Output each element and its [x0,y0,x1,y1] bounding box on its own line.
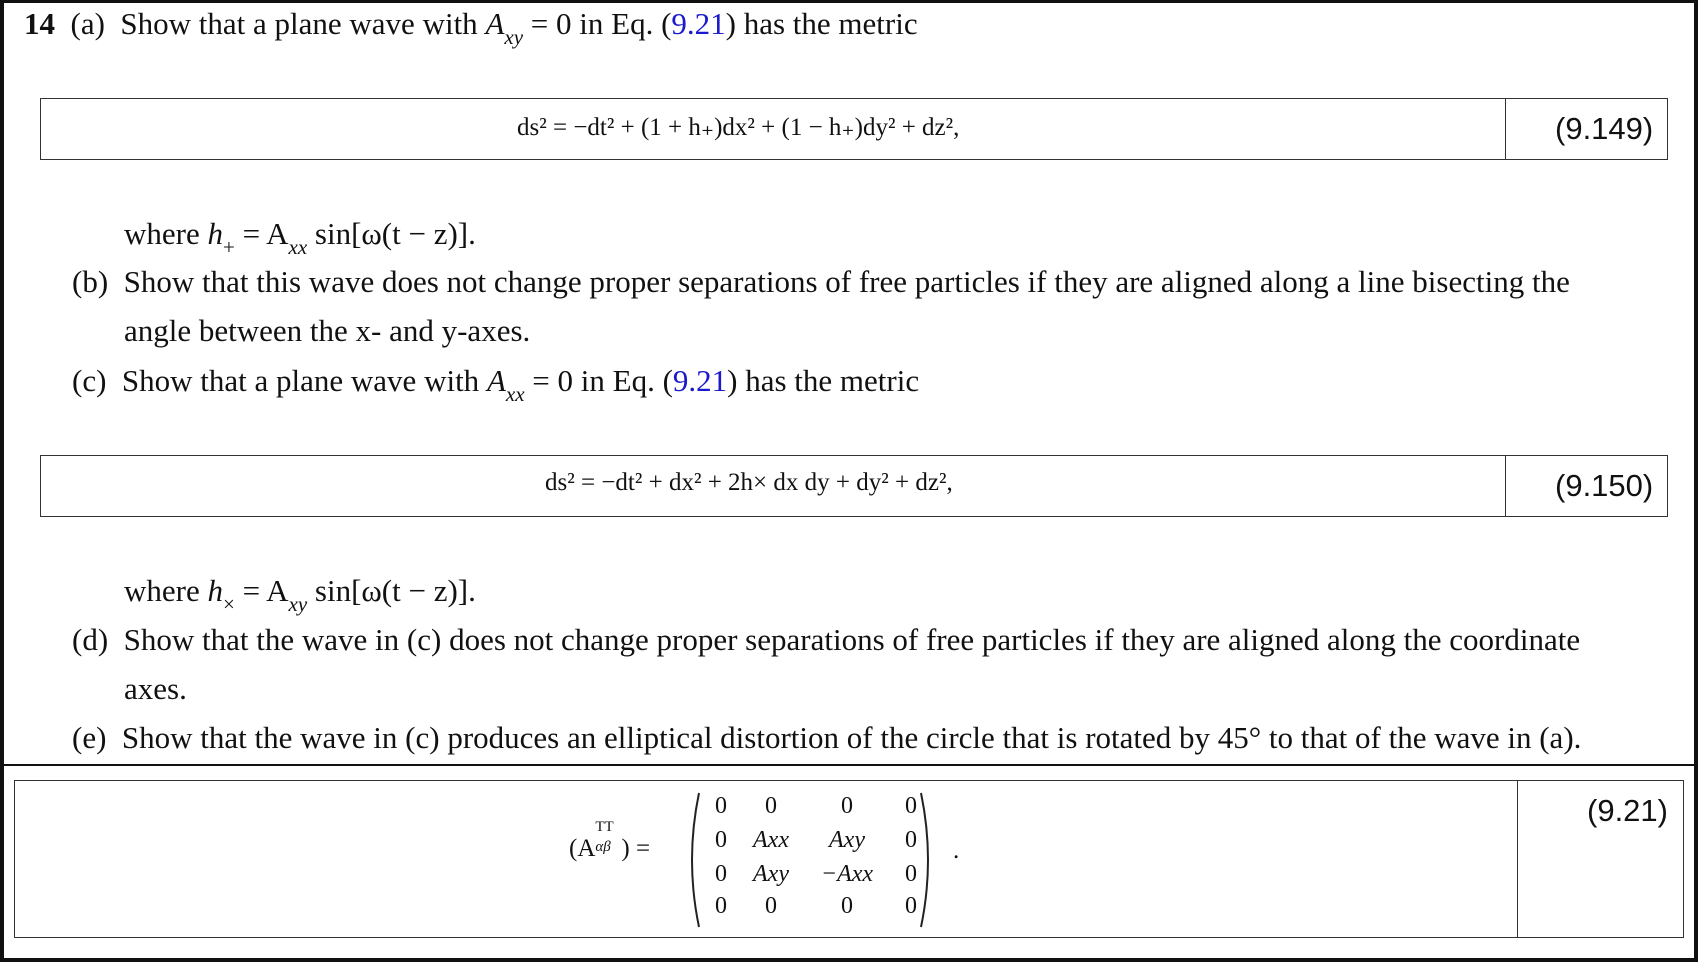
where1-post: sin[ω(t − z)]. [314,216,476,251]
part-c-line [72,363,920,406]
where1-pre: where [124,216,200,251]
part-a-line [24,6,918,49]
equation-divider [1517,781,1518,937]
m-0-0: 0 [715,793,727,819]
eq-ref-link-a[interactable]: 9.21 [671,6,726,41]
part-a-text-pre: Show that a plane wave with [120,6,478,41]
m-3-0: 0 [715,893,727,919]
where1-sub: + [222,235,235,259]
m-0-2: 0 [841,793,853,819]
part-a-label: (a) [70,6,105,41]
m-3-3: 0 [905,893,917,919]
part-c-text-pre: Show that a plane wave with [121,363,480,398]
part-e-line [72,720,1581,756]
where1-sub2: xx [288,235,308,259]
equation-box-9-149 [40,98,1668,160]
m-1-3: 0 [905,827,917,853]
equation-number-9-150: (9.150) [1555,468,1654,503]
problem-number: 14 [24,6,55,41]
part-d-text1: Show that the wave in (c) does not change proper separations of free particles if they are aligned along the coordinate [123,622,1581,657]
part-a-text-mid: = 0 in Eq. ( [530,6,672,41]
part-b-text1: Show that this wave does not change proper separations of free particles if they are aligned along a line bisecting the [123,264,1570,299]
part-a-var: A [485,6,505,41]
equation-box-9-21 [14,780,1684,938]
where-h-plus [124,216,476,259]
m-1-1: Axx [753,827,789,853]
part-d-label: (d) [72,622,109,657]
where1-var: h [207,216,223,251]
m-3-2: 0 [841,893,853,919]
matrix-lhs-end: ) = [621,835,651,862]
part-d-line1 [72,622,1580,658]
matrix-lhs-sup: TT [595,819,614,835]
m-0-1: 0 [765,793,777,819]
part-e-label: (e) [72,720,107,755]
where1-mid: = A [242,216,289,251]
where2-pre: where [124,573,200,608]
m-0-3: 0 [905,793,917,819]
equation-divider [1505,99,1506,159]
part-c-text-post: ) has the metric [727,363,920,398]
m-2-3: 0 [905,861,917,887]
m-1-0: 0 [715,827,727,853]
equation-number-9-149: (9.149) [1555,111,1654,146]
where2-mid: = A [242,573,289,608]
matrix-trail: . [953,837,960,864]
where2-var: h [207,573,223,608]
section-separator [0,764,1698,766]
part-c-var: A [486,363,506,398]
equation-9-150: ds² = −dt² + dx² + 2h× dx dy + dy² + dz², [545,469,953,496]
part-b-line2: angle between the x- and y-axes. [124,313,531,348]
where2-post: sin[ω(t − z)]. [314,573,476,608]
equation-divider [1505,456,1506,516]
equation-9-149: ds² = −dt² + (1 + h₊)dx² + (1 − h₊)dy² + dz², [517,114,960,141]
part-b-label: (b) [72,264,109,299]
m-1-2: Axy [829,827,865,853]
part-d-line2: axes. [124,671,187,706]
part-c-label: (c) [72,363,107,398]
where2-sub2: xy [288,592,308,616]
part-b-line1 [72,264,1570,300]
matrix-lhs [569,819,651,863]
part-e-text: Show that the wave in (c) produces an elliptical distortion of the circle that is rotated by 45° to that of the wave in (a). [121,720,1582,755]
where2-sub: × [222,592,235,616]
m-3-1: 0 [765,893,777,919]
m-2-0: 0 [715,861,727,887]
eq-ref-link-c[interactable]: 9.21 [672,363,728,398]
equation-number-9-21: (9.21) [1587,793,1668,828]
part-c-sub: xx [505,382,525,406]
equation-box-9-150 [40,455,1668,517]
part-a-sub: xy [504,25,524,49]
matrix-lhs-sub: αβ [595,839,611,855]
part-a-text-post: ) has the metric [725,6,918,41]
m-2-2: −Axx [820,861,874,887]
matrix-body [701,789,941,929]
m-2-1: Axy [753,861,789,887]
part-c-text-mid: = 0 in Eq. ( [532,363,673,398]
where-h-cross [124,573,476,616]
matrix-lhs-a: (A [569,835,596,862]
